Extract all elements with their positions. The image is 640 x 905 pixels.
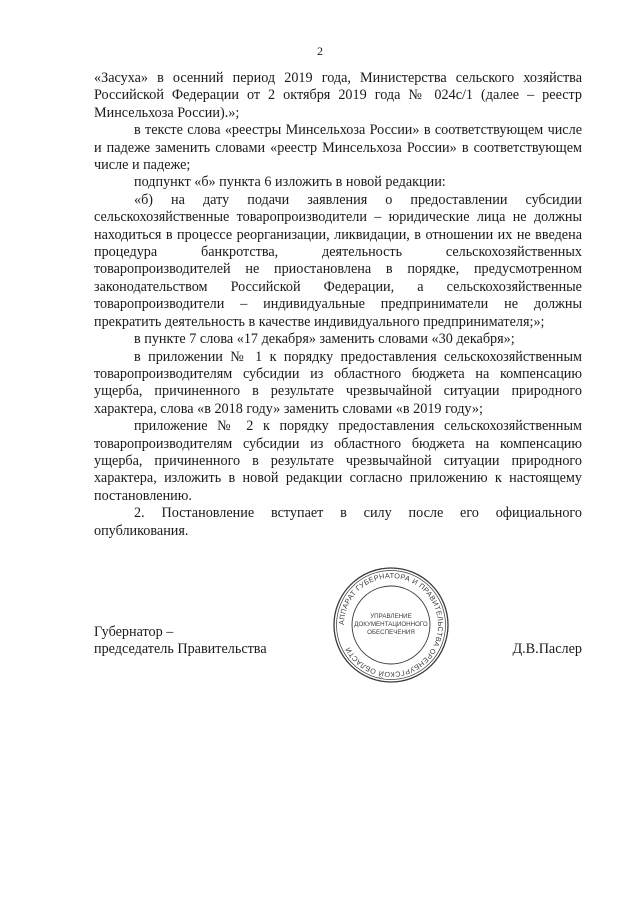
- seal-center-line2: ДОКУМЕНТАЦИОННОГО: [354, 621, 428, 628]
- seal-ring-text: АППАРАТ ГУБЕРНАТОРА И ПРАВИТЕЛЬСТВА ОРЕНБУРГСКОЙ ОБЛАСТИ: [336, 570, 446, 680]
- signatory-title-line2: председатель Правительства: [94, 641, 267, 658]
- page-number: 2: [317, 44, 323, 58]
- signatory-title: [94, 624, 267, 659]
- paragraph: приложение № 2 к порядку предоставления сельскохозяйственным товаропроизводителям субсидии из областного бюджета на компенсацию ущерба, причиненного в результате чрезвычайной ситуации природного характера, изложить в новой редакции согласно приложению к настоящему постановлению.: [94, 418, 582, 504]
- paragraph: подпункт «б» пункта 6 изложить в новой редакции:: [134, 174, 446, 191]
- seal-center-line3: ОБЕСПЕЧЕНИЯ: [367, 629, 415, 636]
- paragraph: в приложении № 1 к порядку предоставления сельскохозяйственным товаропроизводителям субсидии из областного бюджета на компенсацию ущерба, причиненного в результате чрезвычайной ситуации природного характера, слова «в 2018 году» заменить словами «в 2019 году»;: [94, 348, 582, 417]
- seal-center-line1: УПРАВЛЕНИЕ: [370, 613, 412, 620]
- official-seal-stamp: [331, 565, 451, 685]
- paragraph: 2. Постановление вступает в силу после его официального опубликования.: [94, 505, 582, 539]
- signatory-title-line1: Губернатор –: [94, 624, 174, 640]
- document-body: [94, 70, 582, 540]
- signatory-name: Д.В.Паслер: [512, 641, 582, 657]
- paragraph: «Засуха» в осенний период 2019 года, Министерства сельского хозяйства Российской Федерации от 2 октября 2019 года № 024с/1 (далее – реестр Минсельхоза России).»;: [94, 70, 582, 121]
- paragraph: в пункте 7 слова «17 декабря» заменить словами «30 декабря»;: [134, 331, 515, 348]
- paragraph: в тексте слова «реестры Минсельхоза России» в соответствующем числе и падеже заменить словами «реестр Минсельхоза России» в соответствующем числе и падеже;: [94, 122, 582, 174]
- paragraph: «б) на дату подачи заявления о предоставлении субсидии сельскохозяйственные товаропроизводители – юридические лица не должны находиться в процессе реорганизации, ликвидации, в отношении их не введена процедура банкротства, деятельность сельскохозяйственных товаропроизводителей не приостановлена в порядке, предусмотренном законодательством Российской Федерации, а сельскохозяйственные товаропроизводители – индивидуальные предприниматели не должны прекратить деятельность в качестве индивидуального предпринимателя;»;: [94, 191, 582, 330]
